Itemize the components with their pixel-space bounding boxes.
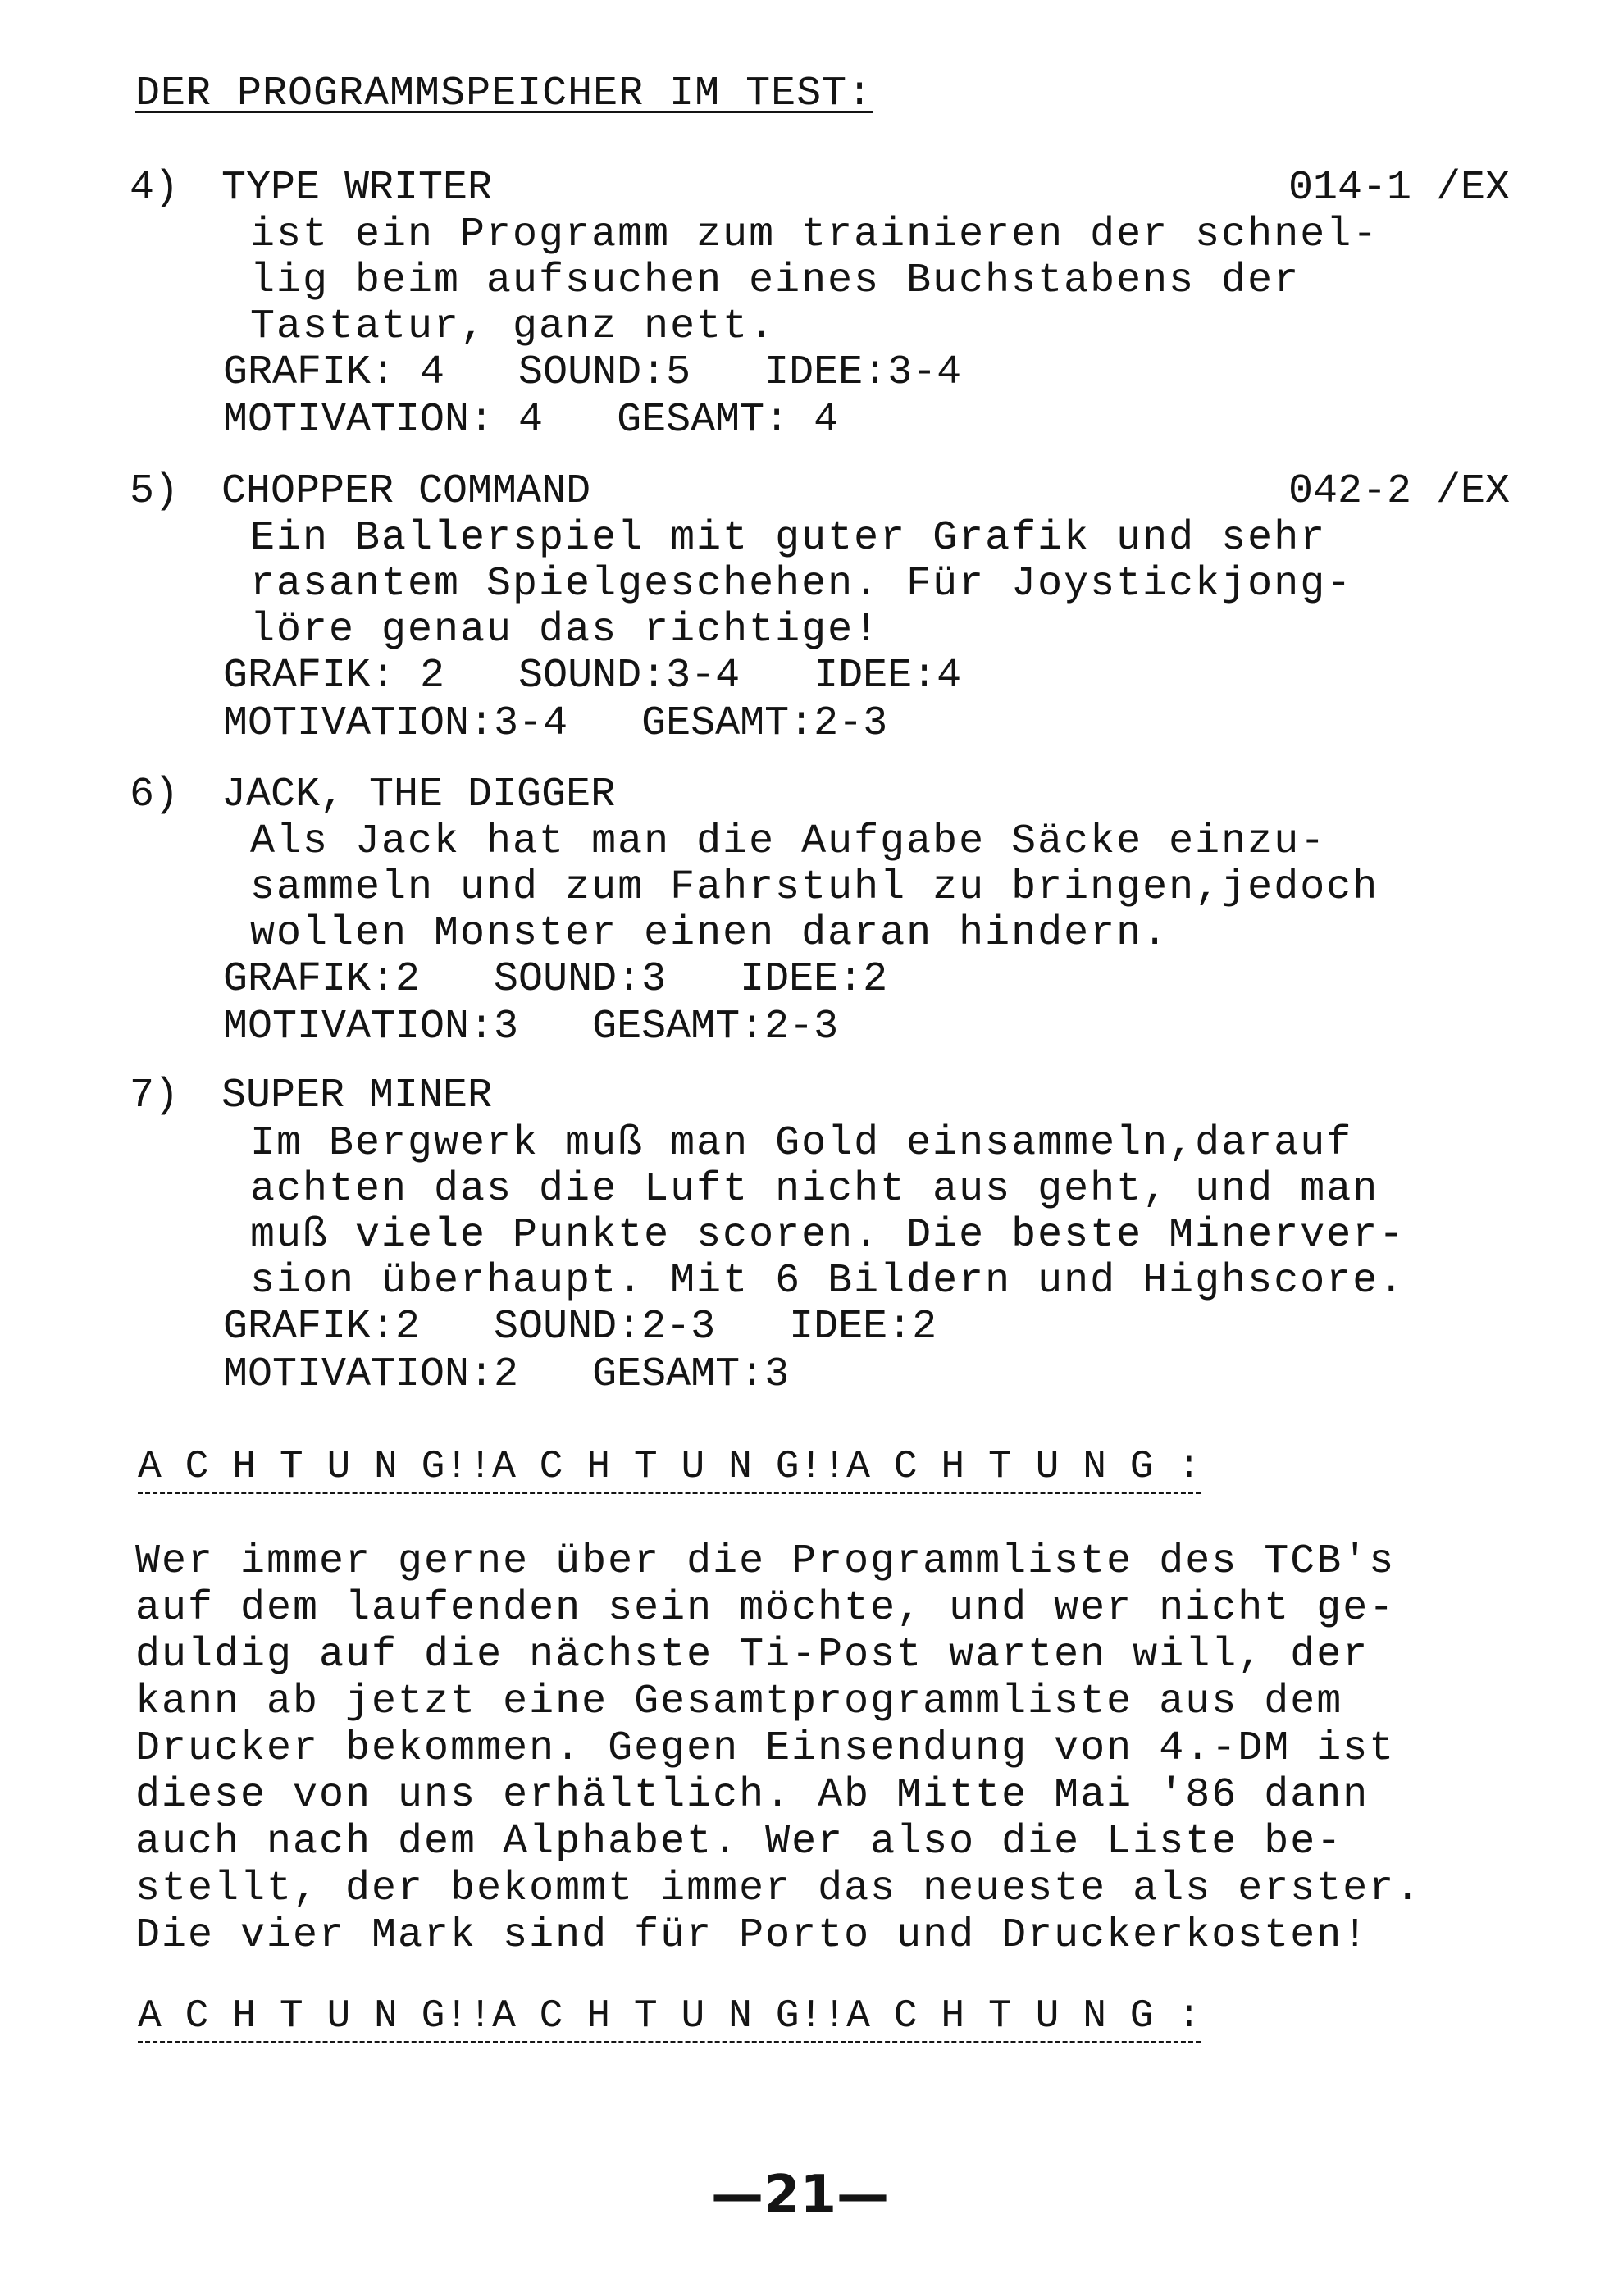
notice-line: kann ab jetzt eine Gesamtprogrammliste aus dem [135, 1679, 1343, 1725]
entry-number: 4) [130, 165, 180, 212]
page-number: —21— [710, 2165, 890, 2225]
entry-code: 042-2 /EX [1288, 468, 1510, 515]
notice-line: duldig auf die nächste Ti-Post warten will, der [135, 1632, 1370, 1679]
entry-description-line: ist ein Programm zum trainieren der schnel- [250, 212, 1379, 258]
entry-rating-line: GRAFIK: 2 SOUND:3-4 IDEE:4 [223, 653, 962, 699]
entry-number: 7) [130, 1073, 180, 1119]
notice-line: auf dem laufenden sein möchte, und wer nicht ge- [135, 1585, 1396, 1632]
entry-number: 6) [130, 772, 180, 818]
entry-description-line: sammeln und zum Fahrstuhl zu bringen,jedoch [250, 864, 1379, 911]
entry-rating-line: MOTIVATION:2 GESAMT:3 [223, 1351, 790, 1398]
entry-description-line: sion überhaupt. Mit 6 Bildern und Highscore. [250, 1258, 1406, 1305]
notice-line: Drucker bekommen. Gegen Einsendung von 4.-DM ist [135, 1725, 1396, 1772]
entry-rating-line: MOTIVATION:3-4 GESAMT:2-3 [223, 700, 888, 747]
entry-title: JACK, THE DIGGER [221, 772, 616, 818]
entry-description-line: wollen Monster einen daran hindern. [250, 910, 1169, 957]
entry-title: TYPE WRITER [221, 165, 493, 212]
attention-banner: A C H T U N G!!A C H T U N G!!A C H T U N G : [138, 1447, 1201, 1494]
entry-title: CHOPPER COMMAND [221, 468, 591, 515]
entry-rating-line: GRAFIK:2 SOUND:2-3 IDEE:2 [223, 1304, 937, 1351]
attention-banner: A C H T U N G!!A C H T U N G!!A C H T U N G : [138, 1997, 1201, 2043]
page-heading: DER PROGRAMMSPEICHER IM TEST: [135, 71, 873, 117]
notice-line: diese von uns erhältlich. Ab Mitte Mai '86 dann [135, 1772, 1370, 1819]
entry-code: 014-1 /EX [1288, 165, 1510, 212]
notice-line: stellt, der bekommt immer das neueste als erster. [135, 1866, 1422, 1912]
entry-description-line: Als Jack hat man die Aufgabe Säcke einzu- [250, 818, 1327, 865]
entry-rating-line: GRAFIK: 4 SOUND:5 IDEE:3-4 [223, 349, 962, 396]
entry-description-line: achten das die Luft nicht aus geht, und man [250, 1166, 1379, 1213]
entry-title: SUPER MINER [221, 1073, 493, 1119]
entry-description-line: rasantem Spielgeschehen. Für Joystickjong- [250, 561, 1353, 608]
notice-line: Die vier Mark sind für Porto und Druckerkosten! [135, 1912, 1370, 1959]
entry-description-line: löre genau das richtige! [250, 607, 881, 654]
entry-number: 5) [130, 468, 180, 515]
entry-rating-line: MOTIVATION:3 GESAMT:2-3 [223, 1004, 839, 1050]
entry-description-line: Ein Ballerspiel mit guter Grafik und sehr [250, 515, 1327, 562]
entry-description-line: lig beim aufsuchen eines Buchstabens der [250, 257, 1301, 304]
entry-description-line: Tastatur, ganz nett. [250, 303, 776, 350]
entry-description-line: muß viele Punkte scoren. Die beste Minerver- [250, 1212, 1406, 1259]
notice-line: auch nach dem Alphabet. Wer also die Liste be- [135, 1819, 1343, 1866]
entry-rating-line: MOTIVATION: 4 GESAMT: 4 [223, 397, 839, 444]
entry-rating-line: GRAFIK:2 SOUND:3 IDEE:2 [223, 956, 888, 1003]
entry-description-line: Im Bergwerk muß man Gold einsammeln,darauf [250, 1120, 1353, 1167]
notice-line: Wer immer gerne über die Programmliste des TCB's [135, 1538, 1396, 1585]
